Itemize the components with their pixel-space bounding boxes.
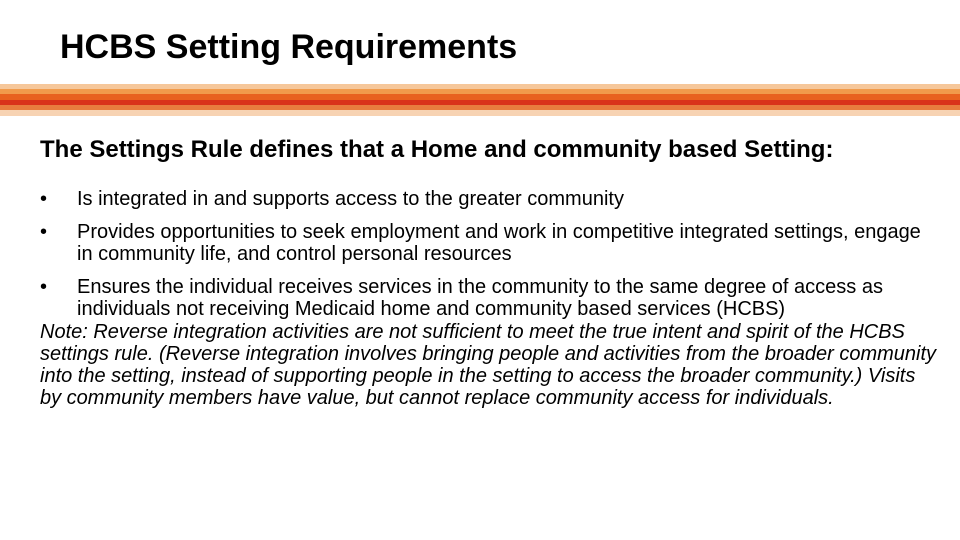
bullet-icon: • (40, 276, 48, 298)
bullet-icon: • (40, 221, 48, 243)
list-item-text: Provides opportunities to seek employment and work in competitive integrated settings, engage in community life, and control personal resources (77, 221, 921, 265)
note-text: Note: Reverse integration activities are not sufficient to meet the true intent and spirit of the HCBS settings rule. (Reverse integration involves bringing people and activities from the broader community into the setting, instead of supporting people in the setting to access the broader community.) Visits by community members have value, but cannot replace community access for individuals. (40, 321, 937, 409)
title-accent-band (0, 84, 960, 116)
list-item (40, 221, 940, 265)
list-item (40, 276, 940, 320)
bullet-icon: • (40, 188, 48, 210)
list-item (40, 188, 940, 210)
list-item-text: Ensures the individual receives services in the community to the same degree of access as individuals not receiving Medicaid home and community based services (HCBS) (77, 276, 883, 320)
intro-text: The Settings Rule defines that a Home and community based Setting: (40, 136, 834, 163)
requirements-list (40, 188, 940, 320)
accent-stripe (0, 110, 960, 116)
slide-title: HCBS Setting Requirements (60, 28, 518, 66)
list-item-text: Is integrated in and supports access to the greater community (77, 188, 624, 210)
slide-body (40, 136, 940, 409)
